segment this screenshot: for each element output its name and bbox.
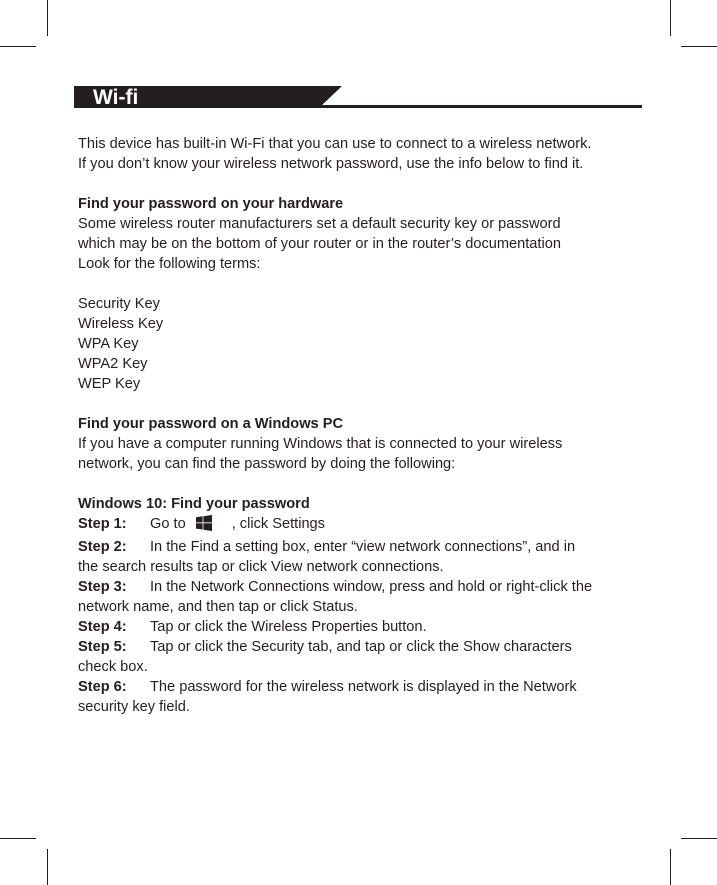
page-title: Wi-fi xyxy=(93,86,139,109)
windows-pc-heading: Find your password on a Windows PC xyxy=(78,416,344,432)
step-3 xyxy=(78,577,648,597)
step-4 xyxy=(78,617,648,637)
term-item: Wireless Key xyxy=(78,316,164,332)
step-1 xyxy=(78,514,648,537)
windows-pc-line-1: If you have a computer running Windows that is connected to your wireless xyxy=(78,436,563,452)
section-heading-bar xyxy=(74,84,644,110)
crop-mark-top-right-horizontal xyxy=(681,46,717,47)
step-2 xyxy=(78,537,648,557)
term-item: Security Key xyxy=(78,296,160,312)
crop-mark-bottom-left-horizontal xyxy=(0,838,36,839)
crop-mark-top-left-vertical xyxy=(47,0,48,36)
step-label: Step 5: xyxy=(78,639,127,655)
step-label: Step 4: xyxy=(78,619,127,635)
hardware-line-3: Look for the following terms: xyxy=(78,256,261,272)
hardware-line-1: Some wireless router manufacturers set a default security key or password xyxy=(78,216,561,232)
step-1-text-before: Go to xyxy=(150,516,186,532)
step-label: Step 2: xyxy=(78,539,127,555)
heading-banner-shape xyxy=(74,84,644,110)
term-item: WPA2 Key xyxy=(78,356,148,372)
step-6-continued: security key field. xyxy=(78,699,190,715)
step-5-line-1: Tap or click the Security tab, and tap or click the Show characters xyxy=(150,639,572,655)
term-item: WEP Key xyxy=(78,376,141,392)
crop-mark-bottom-right-horizontal xyxy=(681,838,717,839)
term-item: WPA Key xyxy=(78,336,139,352)
crop-mark-bottom-right-vertical xyxy=(670,849,671,885)
step-4-line-1: Tap or click the Wireless Properties button. xyxy=(150,619,427,635)
step-2-line-1: In the Find a setting box, enter “view network connections”, and in xyxy=(150,539,576,555)
intro-line-2: If you don’t know your wireless network password, use the info below to find it. xyxy=(78,156,584,172)
crop-mark-bottom-left-vertical xyxy=(47,849,48,885)
step-2-continued: the search results tap or click View network connections. xyxy=(78,559,444,575)
document-body xyxy=(78,134,648,717)
step-6 xyxy=(78,677,648,697)
step-6-line-1: The password for the wireless network is displayed in the Network xyxy=(150,679,577,695)
step-label: Step 1: xyxy=(78,516,127,532)
step-label: Step 6: xyxy=(78,679,127,695)
windows-logo-icon xyxy=(196,515,212,537)
intro-line-1: This device has built-in Wi-Fi that you can use to connect to a wireless network. xyxy=(78,136,592,152)
step-label: Step 3: xyxy=(78,579,127,595)
crop-mark-top-left-horizontal xyxy=(0,46,36,47)
crop-mark-top-right-vertical xyxy=(670,0,671,36)
step-5-continued: check box. xyxy=(78,659,148,675)
step-5 xyxy=(78,637,648,657)
windows-pc-line-2: network, you can find the password by doing the following: xyxy=(78,456,456,472)
hardware-line-2: which may be on the bottom of your router or in the router’s documentation xyxy=(78,236,561,252)
step-3-line-1: In the Network Connections window, press and hold or right-click the xyxy=(150,579,593,595)
windows10-heading: Windows 10: Find your password xyxy=(78,496,310,512)
step-1-text-after: , click Settings xyxy=(231,516,325,532)
hardware-heading: Find your password on your hardware xyxy=(78,196,344,212)
step-3-continued: network name, and then tap or click Status. xyxy=(78,599,358,615)
